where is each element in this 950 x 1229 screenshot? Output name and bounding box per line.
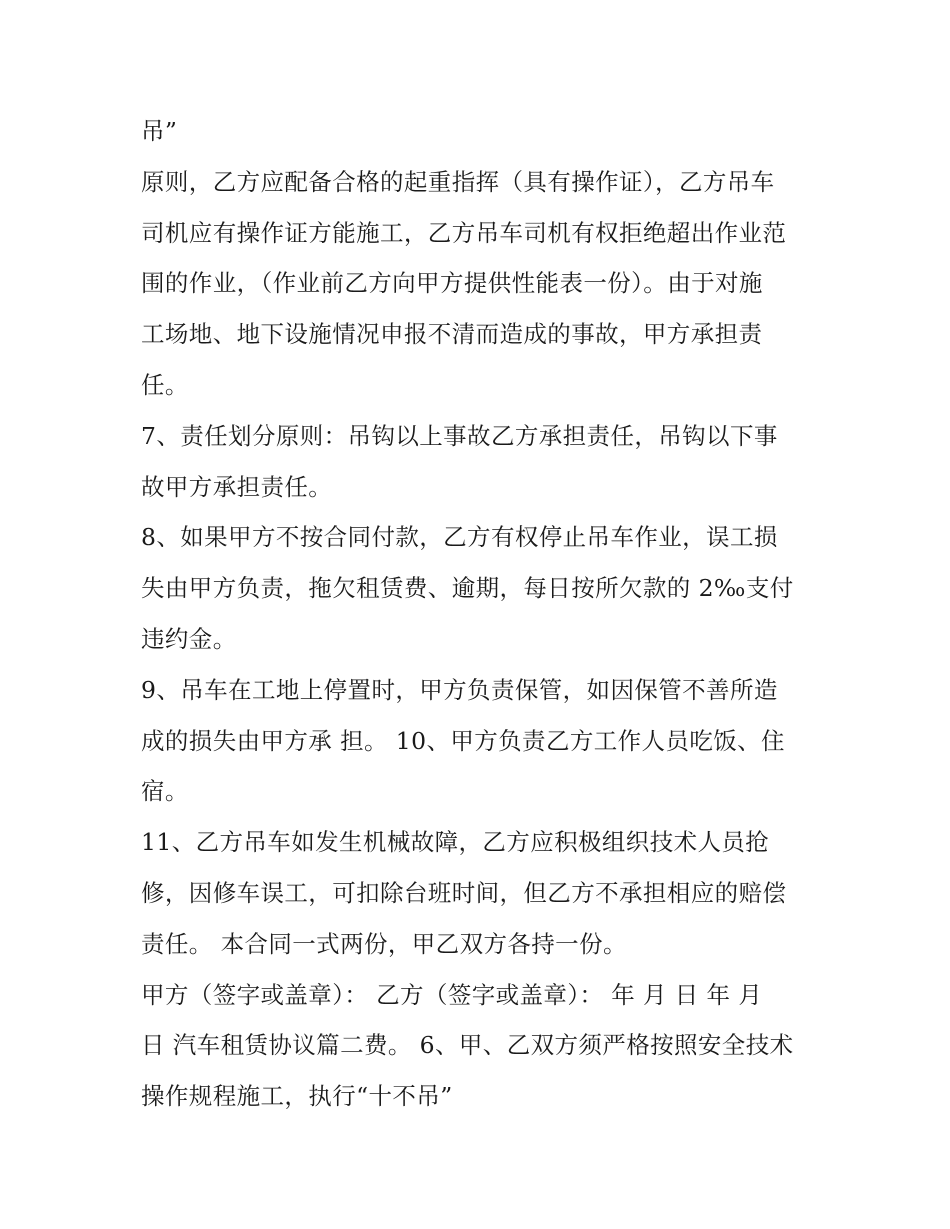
clause-11-line: 11、乙方吊车如发生机械故障，乙方应积极组织技术人员抢 <box>141 828 770 857</box>
text-line: 工场地、地下设施情况申报不清而造成的事故，甲方承担责 <box>141 320 763 349</box>
text-line: 司机应有操作证方能施工，乙方吊车司机有权拒绝超出作业范 <box>141 218 787 247</box>
text-line: 故甲方承担责任。 <box>141 472 333 501</box>
text-line: 原则，乙方应配备合格的起重指挥（具有操作证），乙方吊车 <box>141 167 775 196</box>
clause-8-line: 8、如果甲方不按合同付款，乙方有权停止吊车作业，误工损 <box>141 523 778 552</box>
text-line: 任。 <box>141 370 189 399</box>
text-line: 修，因修车误工，可扣除台班时间，但乙方不承担相应的赔偿 <box>141 878 787 907</box>
clause-10-line: 成的损失由甲方承 担。 10、甲方负责乙方工作人员吃饭、住 <box>141 726 785 755</box>
clause-9-line: 9、吊车在工地上停置时，甲方负责保管，如因保管不善所造 <box>141 675 778 704</box>
text-line: 失由甲方负责，拖欠租赁费、逾期，每日按所欠款的 2‰支付 <box>141 574 794 603</box>
text-line: 日 汽车租赁协议篇二费。 6、甲、乙双方须严格按照安全技术 <box>141 1031 794 1060</box>
clause-7-line: 7、责任划分原则：吊钩以上事故乙方承担责任，吊钩以下事 <box>141 421 778 450</box>
text-line: 操作规程施工，执行“十不吊” <box>141 1082 453 1111</box>
contract-text-body <box>141 106 831 1122</box>
text-line: 宿。 <box>141 777 189 806</box>
text-line: 围的作业，（作业前乙方向甲方提供性能表一份）。由于对施 <box>141 269 763 298</box>
text-line: 违约金。 <box>141 624 237 653</box>
text-line: 吊” <box>141 117 178 145</box>
text-line: 责任。 本合同一式两份，甲乙双方各持一份。 <box>141 929 627 958</box>
signature-line: 甲方（签字或盖章）： 乙方（签字或盖章）： 年 月 日 年 月 <box>141 980 763 1009</box>
